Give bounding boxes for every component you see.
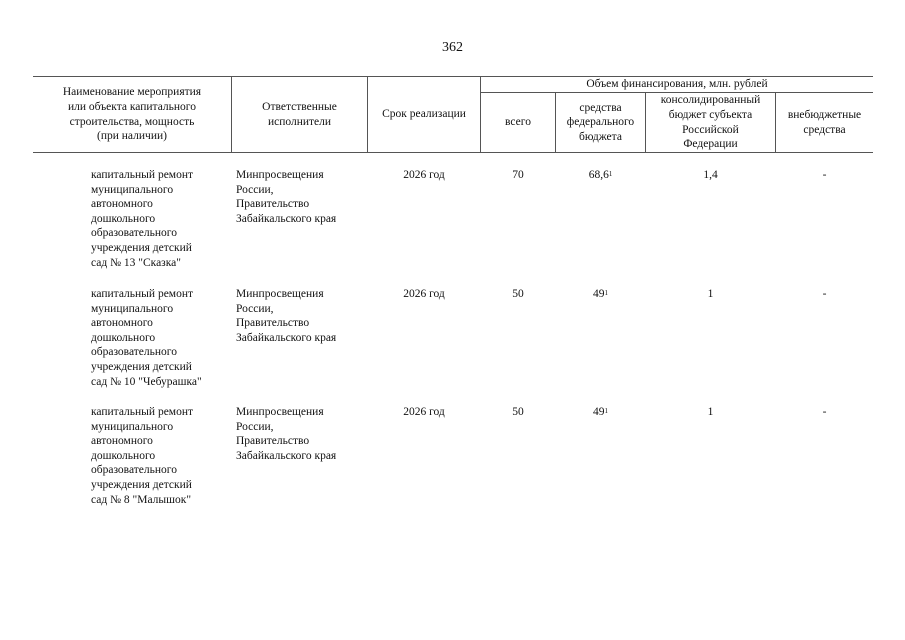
footnote-marker: 1 [604, 289, 608, 297]
page-number: 362 [442, 40, 463, 55]
row-extrabudgetary: - [822, 288, 827, 300]
row-executors: Минпросвещения России, Правительство Забайкальского края [236, 288, 337, 344]
row-extrabudgetary: - [822, 169, 827, 181]
row-consolidated: 1 [707, 288, 714, 300]
row-total: 50 [512, 288, 524, 300]
header-federal: средства федерального бюджета [566, 101, 635, 143]
row-term: 2026 год [403, 406, 445, 418]
row-total: 50 [512, 406, 524, 418]
row-name: капитальный ремонт муниципального автономного дошкольного образовательного учреждения детский сад № 8 "Малышок" [91, 406, 194, 506]
row-name: капитальный ремонт муниципального автономного дошкольного образовательного учреждения детский сад № 10 "Чебурашка" [91, 288, 202, 388]
row-executors: Минпросвещения России, Правительство Забайкальского края [236, 406, 337, 462]
header-consolidated: консолидированный бюджет субъекта Российской Федерации [660, 94, 761, 151]
row-federal [556, 168, 645, 183]
header-bottom-border [33, 152, 873, 153]
header-name: Наименование мероприятия или объекта капитального строительства, мощность (при наличии) [62, 86, 202, 143]
row-term: 2026 год [403, 288, 445, 300]
header-extrabudgetary: внебюджетные средства [787, 108, 862, 136]
row-consolidated: 1,4 [703, 169, 718, 181]
header-total: всего [505, 116, 531, 129]
row-federal-value: 68,6 [588, 169, 609, 181]
footnote-marker: 1 [608, 170, 613, 178]
header-executors: Ответственные исполнители [262, 100, 337, 128]
row-federal [556, 287, 645, 302]
row-total: 70 [512, 169, 524, 181]
footnote-marker: 1 [604, 407, 608, 415]
row-name: капитальный ремонт муниципального автономного дошкольного образовательного учреждения детский сад № 13 "Сказка" [91, 169, 194, 269]
row-consolidated: 1 [707, 406, 714, 418]
row-term: 2026 год [403, 169, 445, 181]
row-extrabudgetary: - [822, 406, 827, 418]
row-federal-value: 49 [593, 406, 605, 418]
header-term: Срок реализации [382, 108, 466, 121]
header-financing: Объем финансирования, млн. рублей [586, 78, 768, 91]
row-federal [556, 405, 645, 420]
row-executors: Минпросвещения России, Правительство Забайкальского края [236, 169, 337, 225]
row-federal-value: 49 [593, 288, 605, 300]
